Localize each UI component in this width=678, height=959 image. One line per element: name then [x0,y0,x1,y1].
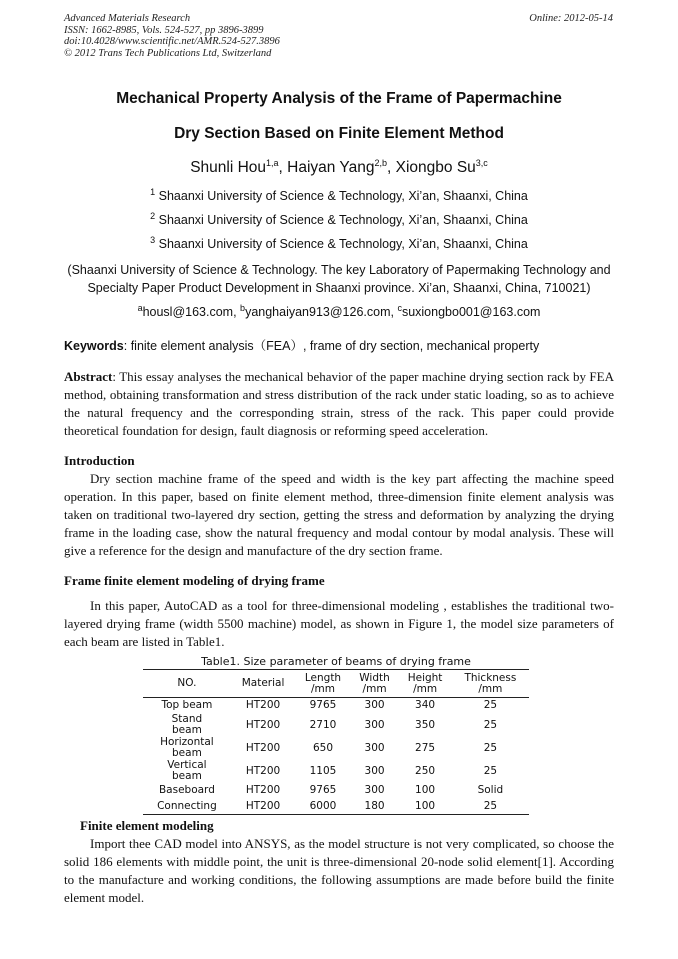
cell-thickness: 25 [483,764,498,777]
journal-line: © 2012 Trans Tech Publications Ltd, Switzerland [64,47,272,59]
abstract [64,368,614,440]
header-text: NO. [177,677,197,689]
table-row [143,783,529,799]
cell-thickness: 25 [483,699,498,712]
cell-width: 180 [351,799,399,815]
abstract-text: : This essay analyses the mechanical behavior of the paper machine drying section rack by FEA method, obtaining transformation and stress distribution of the rack under static loading, so as to achieve the natural frequency and the corresponding strain, stress of the rack. This paper could provide theoretical foundation for design, fault diagnosis or reforming speed acceleration. [64,369,614,438]
section-heading-introduction: Introduction [64,453,135,468]
cell-text: Horizontal [160,736,214,748]
cell-material: HT200 [245,741,281,754]
author-sep: , [387,159,396,176]
affiliation-2 [0,210,678,227]
table-row [143,760,529,783]
fem-text: Import thee CAD model into ANSYS, as the model structure is not very complicated, so choose the solid 186 elements with middle point, the unit is three-dimensional 20-node solid element[1]. According to the manufacture and working conditions, the following assumptions are made before build the finite element model. [64,836,614,905]
cell-width: 300 [364,699,385,712]
table-row [143,714,529,737]
cell-text: beam [172,747,202,759]
keywords [64,336,624,354]
email-sup: b [240,302,246,313]
email-list [0,302,678,319]
cell-no [143,714,231,737]
keywords-text: : finite element analysis（FEA）, frame of dry section, mechanical property [123,339,540,353]
aff-sup: 3 [150,234,156,245]
author-name: Xiongbo Su [395,159,476,176]
cell-no [143,799,231,815]
online-date: Online: 2012-05-14 [529,13,613,24]
cell-thickness: Solid [477,784,504,796]
cell-length: 9765 [309,699,337,712]
email-link[interactable]: housl@163.com [142,305,234,319]
cell-height: 100 [415,784,436,796]
paper-title-line-1: Mechanical Property Analysis of the Frame of Papermachine [116,90,562,107]
abstract-label: Abstract [64,369,113,384]
cell-width: 300 [364,784,385,796]
header-text: Width [359,671,390,684]
cell-thickness: 25 [483,718,498,731]
cell-height: 100 [398,799,451,815]
table-row [143,737,529,760]
header-text: Thickness [464,671,517,684]
table-row [143,698,529,714]
journal-line: doi:10.4028/www.scientific.net/AMR.524-527.3896 [64,36,280,47]
introduction-text: Dry section machine frame of the speed and width is the key part affecting the machine speed operation. In this paper, based on finite element method, three-dimension finite element analysis was taken on traditional two-layered dry section, getting the stress and deformation by analyzing the drying frame in the loading case, show the natural frequency and modal contour by modal analysis. These will give a reference for the design and manufacture of the dry section frame. [64,471,614,558]
aff-sup: 1 [150,186,156,197]
aff-sup: 2 [150,210,156,221]
section-heading-fem: Finite element modeling [80,818,214,833]
cell-text: Stand [171,713,203,725]
author-list [0,159,678,177]
col-header-width [351,670,399,698]
frame-modeling-text: In this paper, AutoCAD as a tool for three-dimensional modeling , establishes the traditional two-layered drying frame (width 5500 machine) model, as shown in Figure 1, the model size parameters of each beam are listed in Table1. [64,598,614,649]
header-unit: /mm [310,682,335,695]
header-text: Height [407,671,443,684]
journal-info [64,13,280,59]
cell-text: Top beam [161,699,213,712]
table-caption: Table1. Size parameter of beams of drying frame [201,655,471,668]
author-sup: 1,a [266,157,279,168]
header-unit: /mm [413,682,438,695]
email-sep: , [390,305,398,319]
header-unit: /mm [362,682,387,695]
email-sep: , [233,305,241,319]
cell-text: Baseboard [158,784,215,796]
cell-width: 300 [364,718,385,731]
cell-length: 1105 [309,764,337,777]
cell-material: HT200 [245,784,281,796]
cell-material: HT200 [245,699,281,712]
laboratory-affiliation: (Shaanxi University of Science & Technology. The key Laboratory of Papermaking Technology and Specialty Paper Product Development in Shaanxi province. Xi’an, Shaanxi, China, 710021) [67,263,611,295]
table-row [143,799,529,815]
aff-text: Shaanxi University of Science & Technology, Xi’an, Shaanxi, China [155,213,528,227]
email-link[interactable]: yanghaiyan913@126.com [245,305,391,319]
author-sup: 3,c [475,157,488,168]
section-heading-frame-modeling: Frame finite element modeling of drying frame [64,573,325,588]
author-name: Haiyan Yang [287,159,375,176]
header-text: Material [241,677,285,689]
cell-width: 300 [364,764,385,777]
cell-length: 6000 [295,799,351,815]
aff-text: Shaanxi University of Science & Technology, Xi’an, Shaanxi, China [155,189,528,203]
cell-material: HT200 [245,764,281,777]
col-header-height [398,670,451,698]
email-link[interactable]: suxiongbo001@163.com [401,305,541,319]
table-header-row [143,670,529,698]
cell-thickness: 25 [452,799,529,815]
cell-length: 9765 [309,784,337,796]
cell-no [143,760,231,783]
cell-height: 340 [415,699,436,712]
header-unit: /mm [478,682,503,695]
cell-width: 300 [364,741,385,754]
cell-height: 350 [415,718,436,731]
cell-no [143,698,231,714]
col-header-length [295,670,351,698]
cell-text: Vertical [167,759,207,771]
cell-height: 275 [415,741,436,754]
aff-text: Shaanxi University of Science & Technology, Xi’an, Shaanxi, China [155,237,528,251]
paper-title-line-2: Dry Section Based on Finite Element Method [174,125,504,142]
journal-line: Advanced Materials Research [64,13,191,24]
keywords-label: Keywords [64,339,124,353]
email-sup: c [397,302,402,313]
author-sep: , [278,159,288,176]
cell-text: Connecting [157,799,217,812]
cell-text: beam [172,770,202,782]
col-header-thickness [452,670,529,698]
cell-material: HT200 [245,718,281,731]
cell-text: beam [172,724,202,736]
beam-parameter-table [143,669,529,815]
affiliation-3 [0,234,678,251]
cell-length: 2710 [309,718,337,731]
header-text: Length [304,671,342,684]
affiliation-1 [0,186,678,203]
col-header-no [143,670,231,698]
email-sup: a [137,302,143,313]
cell-height: 250 [415,764,436,777]
col-header-material [231,670,295,698]
cell-thickness: 25 [483,741,498,754]
cell-no [143,737,231,760]
author-sup: 2,b [374,157,387,168]
journal-line: ISSN: 1662-8985, Vols. 524-527, pp 3896-3899 [64,24,264,36]
cell-no [143,783,231,799]
cell-material: HT200 [231,799,295,815]
author-name: Shunli Hou [190,159,267,176]
cell-length: 650 [312,741,333,754]
